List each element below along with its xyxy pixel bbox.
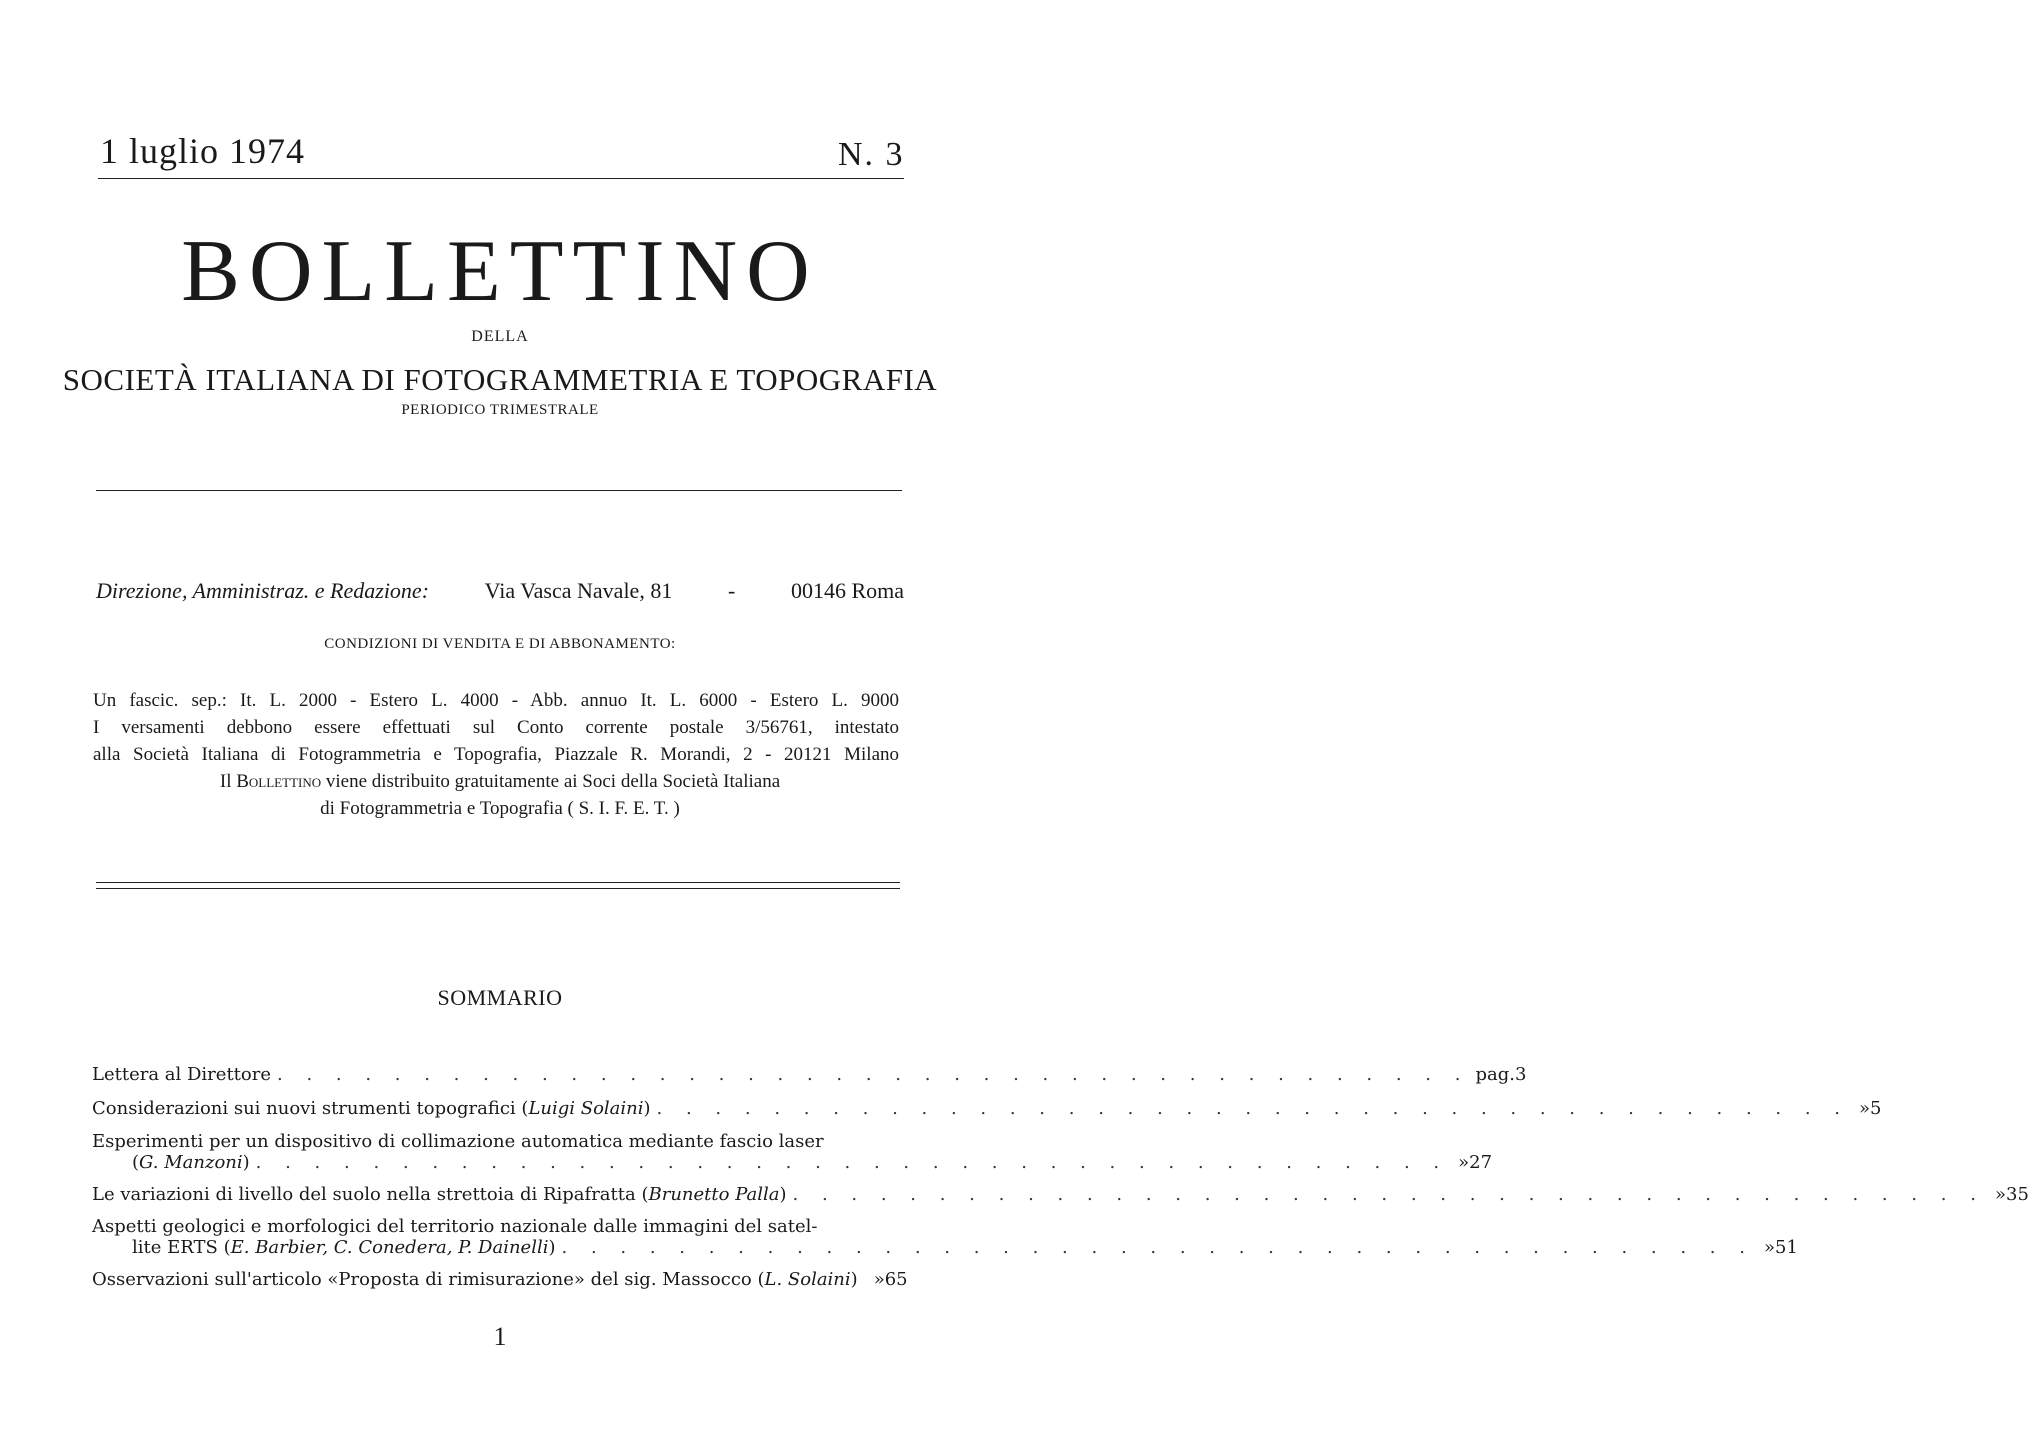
toc-page-mark: pag.: [1475, 1064, 1515, 1085]
toc-title: Aspetti geologici e morfologici del territorio nazionale dalle immagini del satel-: [92, 1216, 818, 1237]
toc-item: Esperimenti per un dispositivo di collimazione automatica mediante fascio laser (G. Manzoni) . . . . . . . . . . . . . . . . . . . . . . . . . . . . . . . . . . . . . . . . . » 27: [92, 1131, 1493, 1173]
toc-item: Aspetti geologici e morfologici del territorio nazionale dalle immagini del satel- lite ERTS (E. Barbier, C. Conedera, P. Dainelli) . . . . . . . . . . . . . . . . . . . . . . . . . . . . . . . . . . . . . . . . . » 51: [92, 1216, 1798, 1258]
journal-title: BOLLETTINO: [181, 223, 819, 320]
toc-leader: . . . . . . . . . . . . . . . . . . . . . . . . . . . . . . . . . . . . . . . . .: [792, 1184, 1985, 1205]
toc-page-mark: »: [873, 1269, 885, 1290]
address-street: Via Vasca Navale, 81: [484, 578, 673, 603]
distribution-post: viene distribuito gratuitamente ai Soci della Società Italiana: [325, 771, 781, 792]
toc-title: Osservazioni sull'articolo «Proposta di rimisurazione» del sig. Massocco (L. Solaini): [92, 1269, 858, 1290]
distribution-title: Bollettino: [236, 771, 322, 792]
conditions-society: di Fotogrammetria e Topografia ( S. I. F. E. T. ): [320, 798, 680, 819]
toc-author: G. Manzoni: [139, 1152, 243, 1173]
toc-item: [92, 1269, 908, 1290]
conditions-payment: I versamenti debbono essere effettuati sul Conto corrente postale 3/56761, intestato: [93, 717, 899, 738]
toc-title: Esperimenti per un dispositivo di collimazione automatica mediante fascio laser: [92, 1131, 824, 1152]
header-rule: [98, 178, 904, 179]
toc-leader: . . . . . . . . . . . . . . . . . . . . . . . . . . . . . . . . . . . . . . . . .: [561, 1237, 1754, 1258]
toc-page-number: 65: [884, 1269, 908, 1290]
conditions-recipient: alla Società Italiana di Fotogrammetria e Topografia, Piazzale R. Morandi, 2 - 20121 Milano: [93, 744, 899, 765]
toc-item: [92, 1184, 2029, 1205]
address-city: 00146 Roma: [790, 578, 904, 603]
toc-item: [92, 1098, 1882, 1119]
toc-page: [1760, 1237, 1798, 1258]
address-separator: -: [727, 578, 736, 603]
toc-item: [92, 1064, 1527, 1085]
toc-page: [1475, 1064, 1526, 1085]
toc-leader: . . . . . . . . . . . . . . . . . . . . . . . . . . . . . . . . . . . . . . . . .: [277, 1064, 1470, 1085]
double-rule-bottom: [96, 888, 900, 889]
toc-page-number: 51: [1775, 1237, 1798, 1258]
toc-page-mark: »: [1763, 1237, 1775, 1258]
toc-page-mark: »: [1859, 1098, 1871, 1119]
issue-number: N. 3: [838, 136, 905, 173]
address-line: [96, 578, 904, 604]
toc-title: Lettera al Direttore: [92, 1064, 271, 1085]
toc-page-number: 35: [2006, 1184, 2029, 1205]
toc-page: [1991, 1184, 2029, 1205]
sommario-heading: SOMMARIO: [437, 985, 563, 1010]
toc-author: L. Solaini: [764, 1269, 851, 1290]
society-name: SOCIETÀ ITALIANA DI FOTOGRAMMETRIA E TOPOGRAFIA: [62, 362, 938, 397]
conditions-distribution: [0, 771, 1000, 793]
toc-leader: . . . . . . . . . . . . . . . . . . . . . . . . . . . . . . . . . . . . . . . . .: [656, 1098, 1850, 1119]
toc-title: Le variazioni di livello del suolo nella strettoia di Ripafratta (Brunetto Palla): [92, 1184, 787, 1205]
masthead-rule: [96, 490, 902, 491]
periodico-label: PERIODICO TRIMESTRALE: [401, 402, 599, 418]
page-number: 1: [493, 1322, 507, 1351]
toc-page: [1855, 1098, 1881, 1119]
toc-leader: . . . . . . . . . . . . . . . . . . . . . . . . . . . . . . . . . . . . . . . . .: [255, 1152, 1449, 1173]
toc-page-number: 27: [1469, 1152, 1493, 1173]
toc-page: [1454, 1152, 1492, 1173]
toc-title: Considerazioni sui nuovi strumenti topografici (Luigi Solaini): [92, 1098, 651, 1119]
toc-page: [870, 1269, 908, 1290]
toc-author: E. Barbier, C. Conedera, P. Dainelli: [230, 1237, 549, 1258]
toc-author: Luigi Solaini: [528, 1098, 644, 1119]
distribution-pre: Il: [219, 771, 232, 792]
issue-date: 1 luglio 1974: [100, 131, 306, 171]
conditions-prices: Un fascic. sep.: It. L. 2000 - Estero L. 4000 - Abb. annuo It. L. 6000 - Estero L. 9000: [93, 690, 899, 711]
della-label: DELLA: [471, 328, 529, 345]
toc-page-number: 5: [1870, 1098, 1882, 1119]
toc-page-mark: »: [1458, 1152, 1470, 1173]
double-rule-top: [96, 882, 900, 883]
toc-page-mark: »: [1994, 1184, 2006, 1205]
address-label: Direzione, Amministraz. e Redazione:: [96, 578, 430, 603]
conditions-heading: CONDIZIONI DI VENDITA E DI ABBONAMENTO:: [324, 636, 676, 652]
toc-page-number: 3: [1514, 1064, 1527, 1085]
toc-author: Brunetto Palla: [648, 1184, 780, 1205]
